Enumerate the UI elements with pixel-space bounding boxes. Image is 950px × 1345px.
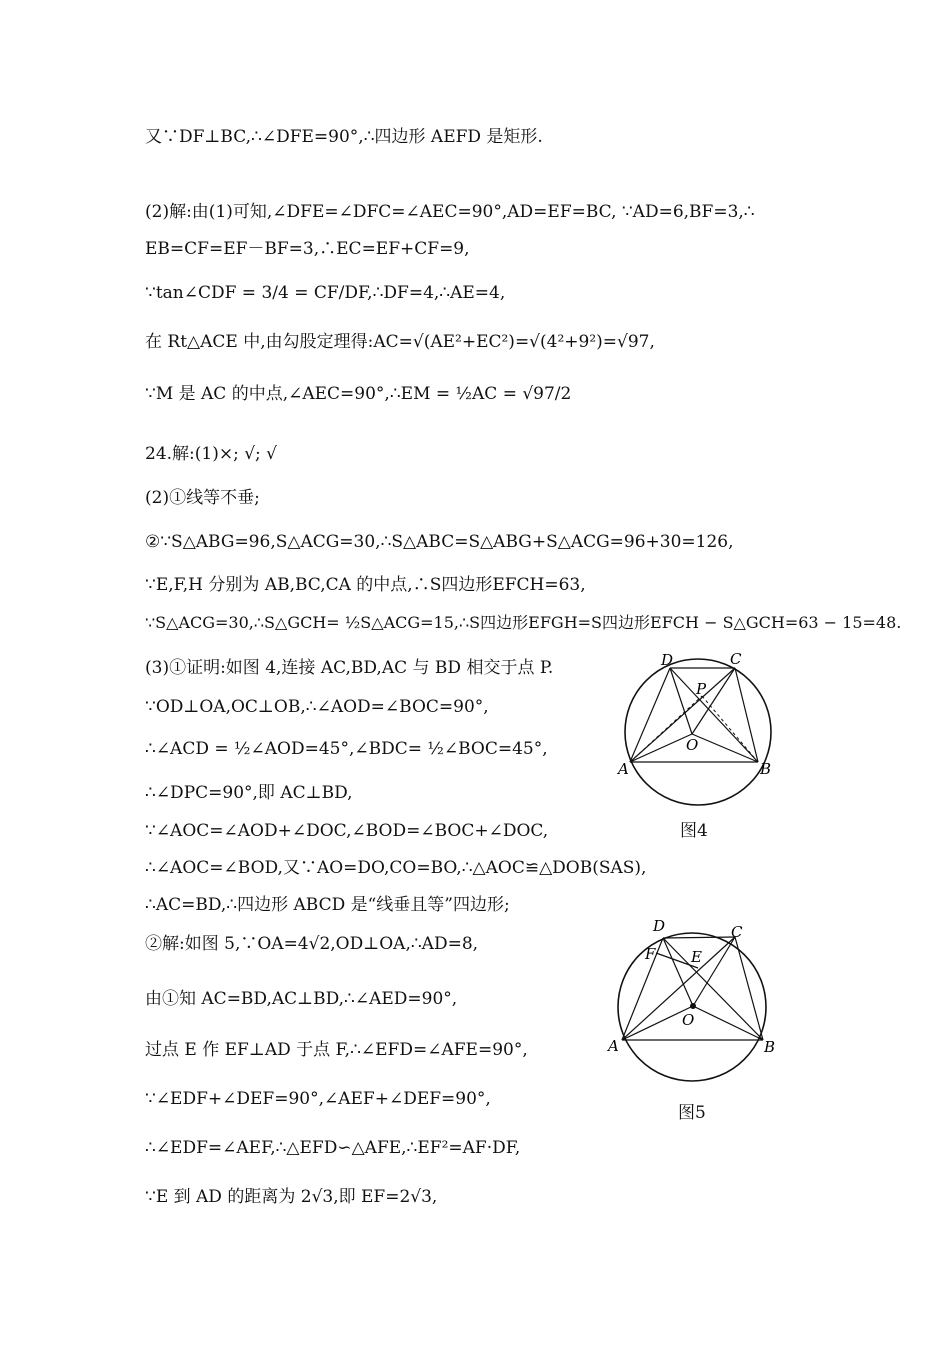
text-line: 由①知 AC=BD,AC⊥BD,∴∠AED=90°,: [145, 989, 458, 1009]
text-line: ∵∠AOC=∠AOD+∠DOC,∠BOD=∠BOC+∠DOC,: [145, 821, 549, 841]
text-line: ∵OD⊥OA,OC⊥OB,∴∠AOD=∠BOC=90°,: [145, 697, 489, 717]
text-line: ②∵S△ABG=96,S△ACG=30,∴S△ABC=S△ABG+S△ACG=96+30=126,: [145, 532, 734, 552]
text-line: ∵∠EDF+∠DEF=90°,∠AEF+∠DEF=90°,: [145, 1089, 491, 1109]
figure-5-diagram: [605, 915, 785, 1095]
text-line: ∵E,F,H 分别为 AB,BC,CA 的中点,∴S四边形EFCH=63,: [145, 575, 586, 595]
text-line: ∴∠AOC=∠BOD,又∵AO=DO,CO=BO,∴△AOC≌△DOB(SAS),: [145, 858, 647, 878]
text-line: 过点 E 作 EF⊥AD 于点 F,∴∠EFD=∠AFE=90°,: [145, 1040, 528, 1060]
label-O: O: [682, 1011, 695, 1029]
text-line: ∵S△ACG=30,∴S△GCH= ½S△ACG=15,∴S四边形EFGH=S四边形EFCH − S△GCH=63 − 15=48.: [145, 613, 902, 632]
text-line: (2)①线等不垂;: [145, 488, 260, 508]
figure-5-caption: 图5: [678, 1103, 706, 1123]
label-P: P: [696, 680, 707, 698]
label-C: C: [730, 650, 742, 668]
label-A: A: [608, 1037, 619, 1055]
label-D: D: [661, 651, 674, 669]
text-line: ∴∠ACD = ½∠AOD=45°,∠BDC= ½∠BOC=45°,: [145, 739, 548, 759]
label-B: B: [764, 1038, 776, 1056]
text-line: (3)①证明:如图 4,连接 AC,BD,AC 与 BD 相交于点 P.: [145, 658, 554, 678]
text-line: 在 Rt△ACE 中,由勾股定理得:AC=√(AE²+EC²)=√(4²+9²)=√97,: [145, 332, 655, 352]
label-A: A: [618, 760, 629, 778]
text-line: ∵E 到 AD 的距离为 2√3,即 EF=2√3,: [145, 1187, 438, 1207]
label-B: B: [760, 760, 772, 778]
text-line: ②解:如图 5,∵OA=4√2,OD⊥OA,∴AD=8,: [145, 934, 479, 954]
text-line: ∵M 是 AC 的中点,∠AEC=90°,∴EM = ½AC = √97/2: [145, 384, 572, 404]
text-line: 又∵DF⊥BC,∴∠DFE=90°,∴四边形 AEFD 是矩形.: [145, 127, 543, 147]
text-line: (2)解:由(1)可知,∠DFE=∠DFC=∠AEC=90°,AD=EF=BC, ∵AD=6,BF=3,∴: [145, 202, 755, 222]
text-line: 24.解:(1)×; √; √: [145, 444, 278, 464]
text-line: ∴∠EDF=∠AEF,∴△EFD∽△AFE,∴EF²=AF·DF,: [145, 1138, 521, 1158]
label-F: F: [645, 945, 656, 963]
label-C: C: [731, 923, 743, 941]
label-E: E: [691, 948, 702, 966]
text-line: ∴∠DPC=90°,即 AC⊥BD,: [145, 783, 353, 803]
figure-4-diagram: [610, 650, 780, 820]
label-D: D: [653, 917, 666, 935]
text-line: EB=CF=EF－BF=3,∴EC=EF+CF=9,: [145, 239, 470, 259]
label-O: O: [686, 736, 699, 754]
text-line: ∴AC=BD,∴四边形 ABCD 是“线垂且等”四边形;: [145, 895, 510, 915]
figure-4-caption: 图4: [680, 821, 708, 841]
text-line: ∵tan∠CDF = 3/4 = CF/DF,∴DF=4,∴AE=4,: [145, 283, 506, 303]
